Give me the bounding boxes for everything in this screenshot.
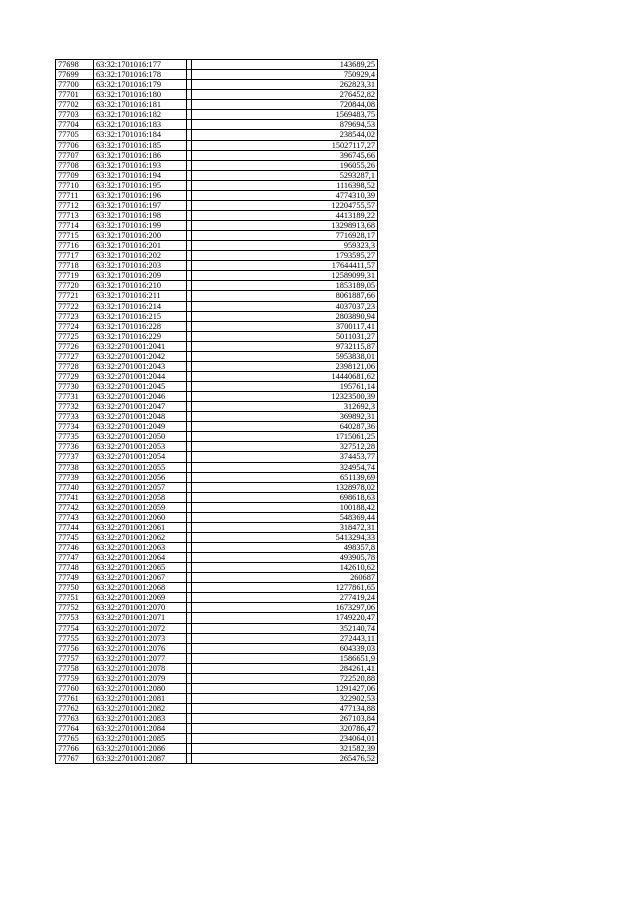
cadastral-number-cell: 63:32:1701016:186 (94, 150, 187, 160)
value-cell: 142610,62 (192, 563, 378, 573)
cadastral-number-cell: 63:32:2701001:2077 (94, 653, 187, 663)
row-id-cell: 77702 (56, 100, 94, 110)
value-cell: 5293287,1 (192, 170, 378, 180)
value-cell: 4774310,39 (192, 190, 378, 200)
value-cell: 3700117,41 (192, 321, 378, 331)
table-row (56, 553, 378, 563)
cadastral-number-cell: 63:32:1701016:197 (94, 200, 187, 210)
table-row (56, 200, 378, 210)
row-id-cell: 77727 (56, 351, 94, 361)
cadastral-number-cell: 63:32:2701001:2082 (94, 704, 187, 714)
row-id-cell: 77719 (56, 271, 94, 281)
cadastral-number-cell: 63:32:2701001:2059 (94, 502, 187, 512)
row-id-cell: 77698 (56, 60, 94, 70)
value-cell: 318472,31 (192, 522, 378, 532)
cadastral-number-cell: 63:32:2701001:2041 (94, 341, 187, 351)
value-cell: 238544,02 (192, 130, 378, 140)
table-row (56, 100, 378, 110)
cadastral-number-cell: 63:32:1701016:209 (94, 271, 187, 281)
value-cell: 312692,3 (192, 402, 378, 412)
cadastral-number-cell: 63:32:2701001:2084 (94, 724, 187, 734)
table-row (56, 724, 378, 734)
table-row (56, 291, 378, 301)
table-row (56, 241, 378, 251)
value-cell: 5011031,27 (192, 331, 378, 341)
cadastral-number-cell: 63:32:2701001:2057 (94, 482, 187, 492)
table-body (56, 60, 378, 764)
row-id-cell: 77700 (56, 80, 94, 90)
value-cell: 1853189,05 (192, 281, 378, 291)
value-cell: 195761,14 (192, 382, 378, 392)
row-id-cell: 77767 (56, 754, 94, 764)
value-cell: 260687 (192, 573, 378, 583)
row-id-cell: 77715 (56, 231, 94, 241)
cadastral-number-cell: 63:32:2701001:2081 (94, 693, 187, 703)
value-cell: 7716928,17 (192, 231, 378, 241)
row-id-cell: 77717 (56, 251, 94, 261)
value-cell: 1673297,06 (192, 603, 378, 613)
cadastral-number-cell: 63:32:2701001:2080 (94, 683, 187, 693)
table-row (56, 593, 378, 603)
value-cell: 1291427,06 (192, 683, 378, 693)
value-cell: 284261,41 (192, 663, 378, 673)
row-id-cell: 77757 (56, 653, 94, 663)
cadastral-number-cell: 63:32:2701001:2045 (94, 382, 187, 392)
table-row (56, 693, 378, 703)
table-row (56, 623, 378, 633)
table-row (56, 331, 378, 341)
cadastral-number-cell: 63:32:2701001:2046 (94, 392, 187, 402)
table-row (56, 351, 378, 361)
cadastral-number-cell: 63:32:2701001:2042 (94, 351, 187, 361)
value-cell: 143689,25 (192, 60, 378, 70)
cadastral-number-cell: 63:32:2701001:2072 (94, 623, 187, 633)
value-cell: 13298913,68 (192, 221, 378, 231)
row-id-cell: 77722 (56, 301, 94, 311)
value-cell: 272443,11 (192, 633, 378, 643)
cadastral-number-cell: 63:32:2701001:2070 (94, 603, 187, 613)
table-row (56, 251, 378, 261)
table-row (56, 382, 378, 392)
row-id-cell: 77742 (56, 502, 94, 512)
row-id-cell: 77710 (56, 180, 94, 190)
row-id-cell: 77752 (56, 603, 94, 613)
value-cell: 321582,39 (192, 744, 378, 754)
row-id-cell: 77716 (56, 241, 94, 251)
cadastral-number-cell: 63:32:2701001:2085 (94, 734, 187, 744)
table-row (56, 522, 378, 532)
table-row (56, 613, 378, 623)
table-row (56, 573, 378, 583)
cadastral-number-cell: 63:32:1701016:180 (94, 90, 187, 100)
cadastral-number-cell: 63:32:1701016:202 (94, 251, 187, 261)
value-cell: 8061887,66 (192, 291, 378, 301)
value-cell: 352140,74 (192, 623, 378, 633)
value-cell: 17644411,57 (192, 261, 378, 271)
data-table (55, 59, 378, 764)
value-cell: 100188,42 (192, 502, 378, 512)
cadastral-number-cell: 63:32:1701016:210 (94, 281, 187, 291)
cadastral-number-cell: 63:32:2701001:2064 (94, 553, 187, 563)
table-row (56, 160, 378, 170)
cadastral-number-cell: 63:32:2701001:2061 (94, 522, 187, 532)
value-cell: 267103,84 (192, 714, 378, 724)
table-row (56, 532, 378, 542)
row-id-cell: 77723 (56, 311, 94, 321)
row-id-cell: 77764 (56, 724, 94, 734)
cadastral-number-cell: 63:32:1701016:196 (94, 190, 187, 200)
row-id-cell: 77699 (56, 70, 94, 80)
value-cell: 640287,36 (192, 422, 378, 432)
row-id-cell: 77706 (56, 140, 94, 150)
cadastral-number-cell: 63:32:1701016:198 (94, 210, 187, 220)
row-id-cell: 77730 (56, 382, 94, 392)
value-cell: 265476,52 (192, 754, 378, 764)
cadastral-number-cell: 63:32:1701016:177 (94, 60, 187, 70)
row-id-cell: 77731 (56, 392, 94, 402)
row-id-cell: 77737 (56, 452, 94, 462)
table-row (56, 442, 378, 452)
table-row (56, 653, 378, 663)
row-id-cell: 77703 (56, 110, 94, 120)
table-row (56, 392, 378, 402)
cadastral-number-cell: 63:32:2701001:2083 (94, 714, 187, 724)
row-id-cell: 77766 (56, 744, 94, 754)
cadastral-number-cell: 63:32:1701016:195 (94, 180, 187, 190)
cadastral-number-cell: 63:32:1701016:185 (94, 140, 187, 150)
cadastral-number-cell: 63:32:1701016:194 (94, 170, 187, 180)
cadastral-number-cell: 63:32:2701001:2050 (94, 432, 187, 442)
table-row (56, 744, 378, 754)
row-id-cell: 77745 (56, 532, 94, 542)
row-id-cell: 77754 (56, 623, 94, 633)
table-row (56, 512, 378, 522)
table-row (56, 673, 378, 683)
cadastral-number-cell: 63:32:2701001:2048 (94, 412, 187, 422)
row-id-cell: 77713 (56, 210, 94, 220)
table-row (56, 301, 378, 311)
cadastral-number-cell: 63:32:1701016:201 (94, 241, 187, 251)
table-row (56, 281, 378, 291)
cadastral-number-cell: 63:32:2701001:2076 (94, 643, 187, 653)
value-cell: 15027117,27 (192, 140, 378, 150)
row-id-cell: 77738 (56, 462, 94, 472)
row-id-cell: 77755 (56, 633, 94, 643)
table-row (56, 734, 378, 744)
table-row (56, 70, 378, 80)
value-cell: 5413294,33 (192, 532, 378, 542)
row-id-cell: 77759 (56, 673, 94, 683)
cadastral-number-cell: 63:32:2701001:2056 (94, 472, 187, 482)
value-cell: 1715061,25 (192, 432, 378, 442)
value-cell: 959323,3 (192, 241, 378, 251)
row-id-cell: 77747 (56, 553, 94, 563)
row-id-cell: 77708 (56, 160, 94, 170)
cadastral-number-cell: 63:32:1701016:203 (94, 261, 187, 271)
value-cell: 14440681,62 (192, 371, 378, 381)
row-id-cell: 77760 (56, 683, 94, 693)
value-cell: 396745,66 (192, 150, 378, 160)
table-row (56, 563, 378, 573)
value-cell: 374453,77 (192, 452, 378, 462)
value-cell: 276452,82 (192, 90, 378, 100)
value-cell: 1569483,75 (192, 110, 378, 120)
value-cell: 12204755,57 (192, 200, 378, 210)
table-row (56, 150, 378, 160)
cadastral-number-cell: 63:32:2701001:2062 (94, 532, 187, 542)
value-cell: 1793595,27 (192, 251, 378, 261)
table-row (56, 462, 378, 472)
table-row (56, 472, 378, 482)
row-id-cell: 77711 (56, 190, 94, 200)
table-row (56, 170, 378, 180)
cadastral-number-cell: 63:32:1701016:211 (94, 291, 187, 301)
row-id-cell: 77741 (56, 492, 94, 502)
value-cell: 1328978,02 (192, 482, 378, 492)
table-row (56, 341, 378, 351)
table-row (56, 231, 378, 241)
row-id-cell: 77709 (56, 170, 94, 180)
cadastral-number-cell: 63:32:1701016:228 (94, 321, 187, 331)
table-row (56, 543, 378, 553)
value-cell: 277419,24 (192, 593, 378, 603)
cadastral-number-cell: 63:32:1701016:199 (94, 221, 187, 231)
cadastral-number-cell: 63:32:2701001:2071 (94, 613, 187, 623)
row-id-cell: 77744 (56, 522, 94, 532)
cadastral-number-cell: 63:32:2701001:2065 (94, 563, 187, 573)
table-row (56, 603, 378, 613)
value-cell: 12589099,31 (192, 271, 378, 281)
table-row (56, 754, 378, 764)
row-id-cell: 77718 (56, 261, 94, 271)
value-cell: 320786,47 (192, 724, 378, 734)
row-id-cell: 77725 (56, 331, 94, 341)
cadastral-number-cell: 63:32:1701016:200 (94, 231, 187, 241)
table-row (56, 683, 378, 693)
value-cell: 2398121,06 (192, 361, 378, 371)
value-cell: 262823,31 (192, 80, 378, 90)
row-id-cell: 77756 (56, 643, 94, 653)
table-row (56, 271, 378, 281)
value-cell: 548369,44 (192, 512, 378, 522)
value-cell: 324954,74 (192, 462, 378, 472)
row-id-cell: 77750 (56, 583, 94, 593)
table-row (56, 261, 378, 271)
value-cell: 4413189,22 (192, 210, 378, 220)
cadastral-number-cell: 63:32:1701016:215 (94, 311, 187, 321)
row-id-cell: 77749 (56, 573, 94, 583)
row-id-cell: 77762 (56, 704, 94, 714)
cadastral-number-cell: 63:32:2701001:2079 (94, 673, 187, 683)
cadastral-number-cell: 63:32:1701016:184 (94, 130, 187, 140)
table-row (56, 422, 378, 432)
table-row (56, 110, 378, 120)
value-cell: 327512,28 (192, 442, 378, 452)
value-cell: 1749220,47 (192, 613, 378, 623)
row-id-cell: 77743 (56, 512, 94, 522)
table-row (56, 714, 378, 724)
cadastral-number-cell: 63:32:2701001:2054 (94, 452, 187, 462)
row-id-cell: 77736 (56, 442, 94, 452)
table-row (56, 180, 378, 190)
row-id-cell: 77746 (56, 543, 94, 553)
value-cell: 722520,88 (192, 673, 378, 683)
row-id-cell: 77704 (56, 120, 94, 130)
cadastral-number-cell: 63:32:1701016:193 (94, 160, 187, 170)
row-id-cell: 77707 (56, 150, 94, 160)
row-id-cell: 77729 (56, 371, 94, 381)
table-row (56, 583, 378, 593)
cadastral-number-cell: 63:32:2701001:2060 (94, 512, 187, 522)
row-id-cell: 77748 (56, 563, 94, 573)
table-row (56, 402, 378, 412)
cadastral-number-cell: 63:32:2701001:2055 (94, 462, 187, 472)
table-row (56, 432, 378, 442)
table-row (56, 311, 378, 321)
value-cell: 1586651,9 (192, 653, 378, 663)
cadastral-number-cell: 63:32:1701016:178 (94, 70, 187, 80)
row-id-cell: 77712 (56, 200, 94, 210)
cadastral-number-cell: 63:32:2701001:2043 (94, 361, 187, 371)
cadastral-number-cell: 63:32:1701016:181 (94, 100, 187, 110)
value-cell: 1277861,65 (192, 583, 378, 593)
cadastral-number-cell: 63:32:2701001:2044 (94, 371, 187, 381)
table-row (56, 221, 378, 231)
row-id-cell: 77753 (56, 613, 94, 623)
cadastral-number-cell: 63:32:2701001:2087 (94, 754, 187, 764)
table-row (56, 90, 378, 100)
table-row (56, 210, 378, 220)
table-row (56, 120, 378, 130)
cadastral-number-cell: 63:32:1701016:183 (94, 120, 187, 130)
value-cell: 879694,53 (192, 120, 378, 130)
table-row (56, 452, 378, 462)
cadastral-number-cell: 63:32:2701001:2049 (94, 422, 187, 432)
cadastral-number-cell: 63:32:2701001:2053 (94, 442, 187, 452)
row-id-cell: 77751 (56, 593, 94, 603)
table-row (56, 80, 378, 90)
row-id-cell: 77739 (56, 472, 94, 482)
value-cell: 720844,08 (192, 100, 378, 110)
table-row (56, 704, 378, 714)
value-cell: 4037037,23 (192, 301, 378, 311)
cadastral-number-cell: 63:32:2701001:2058 (94, 492, 187, 502)
row-id-cell: 77765 (56, 734, 94, 744)
value-cell: 5953838,01 (192, 351, 378, 361)
row-id-cell: 77726 (56, 341, 94, 351)
value-cell: 651139,69 (192, 472, 378, 482)
row-id-cell: 77763 (56, 714, 94, 724)
cadastral-number-cell: 63:32:2701001:2047 (94, 402, 187, 412)
cadastral-number-cell: 63:32:1701016:214 (94, 301, 187, 311)
cadastral-number-cell: 63:32:2701001:2067 (94, 573, 187, 583)
table-row (56, 361, 378, 371)
value-cell: 322902,53 (192, 693, 378, 703)
cadastral-number-cell: 63:32:1701016:229 (94, 331, 187, 341)
value-cell: 2803890,94 (192, 311, 378, 321)
table-row (56, 140, 378, 150)
row-id-cell: 77724 (56, 321, 94, 331)
table-row (56, 643, 378, 653)
table-row (56, 371, 378, 381)
data-table-container (55, 59, 375, 764)
table-row (56, 60, 378, 70)
value-cell: 369892,31 (192, 412, 378, 422)
value-cell: 698618,63 (192, 492, 378, 502)
row-id-cell: 77761 (56, 693, 94, 703)
cadastral-number-cell: 63:32:1701016:182 (94, 110, 187, 120)
cadastral-number-cell: 63:32:2701001:2073 (94, 633, 187, 643)
table-row (56, 130, 378, 140)
value-cell: 234064,01 (192, 734, 378, 744)
row-id-cell: 77735 (56, 432, 94, 442)
value-cell: 9732115,87 (192, 341, 378, 351)
row-id-cell: 77720 (56, 281, 94, 291)
value-cell: 750929,4 (192, 70, 378, 80)
value-cell: 12323500,39 (192, 392, 378, 402)
row-id-cell: 77714 (56, 221, 94, 231)
row-id-cell: 77701 (56, 90, 94, 100)
table-row (56, 190, 378, 200)
cadastral-number-cell: 63:32:1701016:179 (94, 80, 187, 90)
row-id-cell: 77728 (56, 361, 94, 371)
row-id-cell: 77721 (56, 291, 94, 301)
row-id-cell: 77734 (56, 422, 94, 432)
table-row (56, 321, 378, 331)
row-id-cell: 77740 (56, 482, 94, 492)
cadastral-number-cell: 63:32:2701001:2068 (94, 583, 187, 593)
value-cell: 604339,03 (192, 643, 378, 653)
row-id-cell: 77732 (56, 402, 94, 412)
table-row (56, 663, 378, 673)
cadastral-number-cell: 63:32:2701001:2086 (94, 744, 187, 754)
cadastral-number-cell: 63:32:2701001:2069 (94, 593, 187, 603)
table-row (56, 502, 378, 512)
row-id-cell: 77733 (56, 412, 94, 422)
row-id-cell: 77705 (56, 130, 94, 140)
table-row (56, 412, 378, 422)
table-row (56, 633, 378, 643)
table-row (56, 492, 378, 502)
value-cell: 477134,88 (192, 704, 378, 714)
cadastral-number-cell: 63:32:2701001:2063 (94, 543, 187, 553)
row-id-cell: 77758 (56, 663, 94, 673)
table-row (56, 482, 378, 492)
value-cell: 498357,8 (192, 543, 378, 553)
cadastral-number-cell: 63:32:2701001:2078 (94, 663, 187, 673)
value-cell: 493905,78 (192, 553, 378, 563)
value-cell: 1116398,52 (192, 180, 378, 190)
value-cell: 196055,26 (192, 160, 378, 170)
